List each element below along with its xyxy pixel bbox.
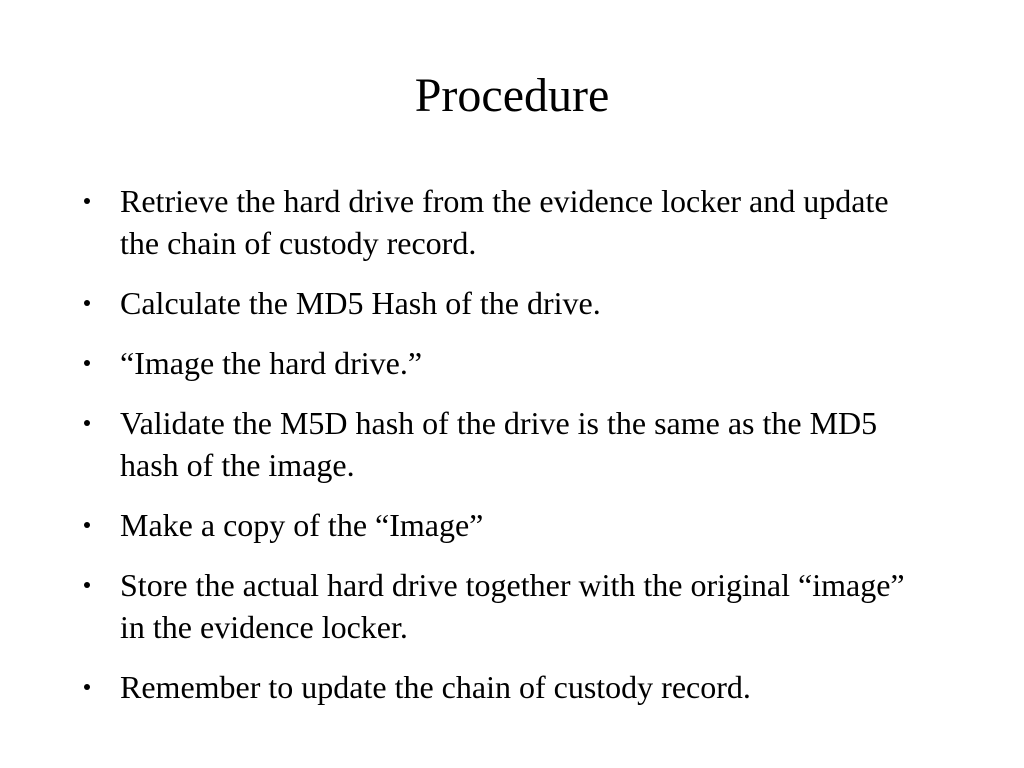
bullet-item: [84, 282, 914, 324]
bullet-text: Validate the M5D hash of the drive is the same as the MD5 hash of the image.: [120, 405, 878, 483]
bullet-list: [84, 180, 914, 726]
bullet-dot-icon: [84, 360, 90, 366]
bullet-text: “Image the hard drive.”: [120, 345, 423, 381]
bullet-dot-icon: [84, 198, 90, 204]
bullet-item: [84, 180, 914, 264]
bullet-item: [84, 504, 914, 546]
bullet-dot-icon: [84, 684, 90, 690]
bullet-item: [84, 564, 914, 648]
bullet-item: [84, 666, 914, 708]
bullet-text: Remember to update the chain of custody record.: [120, 669, 751, 705]
bullet-dot-icon: [84, 420, 90, 426]
slide-title: Procedure: [414, 69, 610, 122]
bullet-text: Calculate the MD5 Hash of the drive.: [120, 285, 601, 321]
bullet-dot-icon: [84, 300, 90, 306]
bullet-dot-icon: [84, 522, 90, 528]
bullet-item: [84, 402, 914, 486]
bullet-text: Store the actual hard drive together with the original “image” in the evidence locker.: [120, 567, 905, 645]
bullet-text: Make a copy of the “Image”: [120, 507, 484, 543]
bullet-dot-icon: [84, 582, 90, 588]
bullet-text: Retrieve the hard drive from the evidence locker and update the chain of custody record.: [120, 183, 889, 261]
bullet-item: [84, 342, 914, 384]
